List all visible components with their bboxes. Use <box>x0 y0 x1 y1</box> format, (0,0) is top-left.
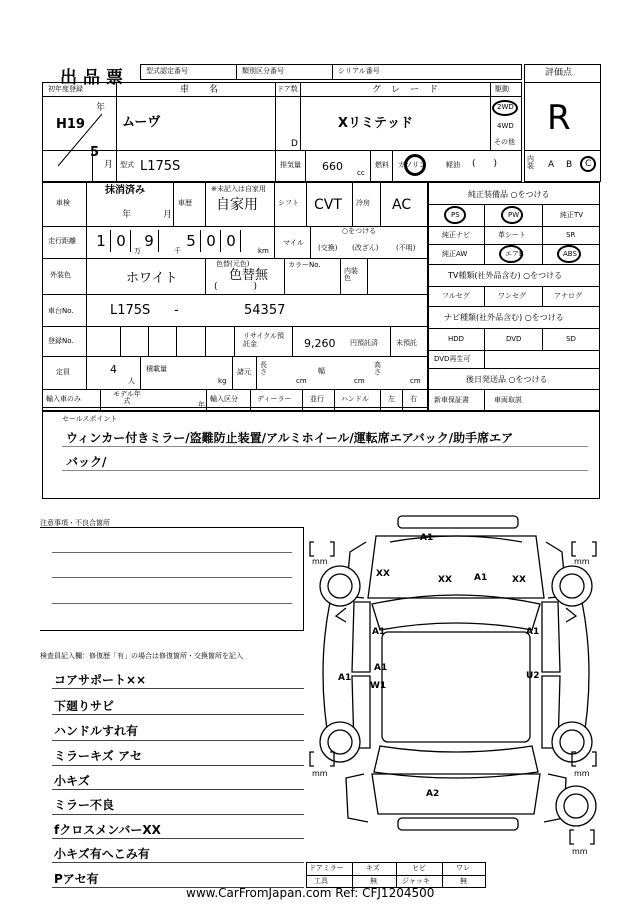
import-dealer: ディーラー <box>257 395 292 403</box>
header-field-box <box>140 64 522 80</box>
load-unit: kg <box>218 377 227 385</box>
displacement-unit: cc <box>357 169 365 177</box>
damage-left-side: A1 <box>338 673 352 683</box>
capacity-value: 4 <box>110 363 117 376</box>
car-name: ムーヴ <box>122 115 161 130</box>
inspection-table <box>42 182 428 408</box>
mm-label-fr: mm <box>574 557 590 566</box>
mileage-sen-unit: 千 <box>174 247 181 255</box>
grade-value: Xリミテッド <box>338 116 414 131</box>
handle-left: 左 <box>388 395 395 403</box>
legend-break: ワレ <box>456 864 470 872</box>
reg-no-label: 登録No. <box>48 337 74 345</box>
chassis-label: 車台No. <box>48 307 74 315</box>
mileage-man-unit: 万 <box>134 247 141 255</box>
chassis-prefix: L175S <box>110 303 151 318</box>
damage-left-front: XX <box>376 569 390 579</box>
score-label: 評価点 <box>545 68 573 78</box>
first-reg-month-unit: 月 <box>104 160 114 170</box>
dims-unit-1: cm <box>296 377 307 385</box>
navi-sd: SD <box>566 335 576 343</box>
navi-hdd: HDD <box>448 335 465 343</box>
mileage-opt-unknown: (不明) <box>396 244 416 252</box>
dims-unit-2: cm <box>354 377 365 385</box>
equip-tv: 純正TV <box>560 211 584 219</box>
mm-label-rr: mm <box>574 769 590 778</box>
interior-grade-b: B <box>566 160 573 170</box>
note-item-5: 小キズ <box>54 774 90 788</box>
fuel-gasoline-circle <box>404 154 426 176</box>
first-reg-month: 5 <box>90 145 100 160</box>
fuel-label: 燃料 <box>375 161 389 169</box>
usage-value: 自家用 <box>216 197 258 213</box>
dims-length: 長さ <box>260 361 267 376</box>
color-value: ホワイト <box>126 271 178 286</box>
note-item-1: コアサポート×× <box>54 673 147 687</box>
fuel-gasoline: ガソリン <box>398 161 426 169</box>
legend-jack: ジャッキ <box>402 877 430 885</box>
usage-note: ※未記入は自家用 <box>211 185 266 193</box>
model-value: L175S <box>140 159 181 174</box>
ac-label: 冷房 <box>356 199 370 207</box>
damage-hood: XX <box>438 575 452 585</box>
color-change-value: 色替無 <box>229 268 269 283</box>
note-item-9: Pアセ有 <box>54 872 99 886</box>
equip-aw: 純正AW <box>442 250 468 258</box>
equipment-title: 純正装備品 ○をつける <box>468 190 550 199</box>
chassis-number: 54357 <box>244 303 286 318</box>
inspector-label: 検査員記入欄：修復歴「有」の場合は修復箇所・交換箇所を記入 <box>40 652 243 660</box>
legend-tools-value: 無 <box>370 877 377 885</box>
equip-abs: ABS <box>563 250 577 258</box>
import-parallel: 並行 <box>310 395 324 403</box>
interior-label: 内装 <box>527 155 534 170</box>
color-change-paren: ( ) <box>214 282 258 292</box>
equip-ps-circle <box>444 206 466 224</box>
mileage-digit: 0 <box>222 230 241 252</box>
mm-label-rl: mm <box>312 769 328 778</box>
dims-height: 高さ <box>374 361 381 376</box>
color-no-label: カラーNo. <box>288 261 321 269</box>
shift-value: CVT <box>314 197 342 213</box>
recycle-label: リサイクル預託金 <box>243 332 285 349</box>
mileage-digit: 5 <box>182 230 201 252</box>
model-year-unit: 年 <box>198 401 205 409</box>
ac-value: AC <box>392 197 412 213</box>
dvd-playback: DVD再生可 <box>434 355 471 363</box>
tv-title: TV種類(社外品含む) ○をつける <box>448 271 563 280</box>
interior-grade-a: A <box>548 160 555 170</box>
interior-grade-c: C <box>585 159 592 169</box>
displacement-label: 排気量 <box>280 161 301 169</box>
equip-navi: 純正ナビ <box>442 231 470 239</box>
first-reg-label: 初年度登録 <box>48 85 83 93</box>
damage-right-front-door: A1 <box>526 627 540 637</box>
caution-label: 注意事項・不良合箇所 <box>40 519 110 527</box>
score-value: R <box>547 98 571 138</box>
equip-sr: SR <box>566 231 576 239</box>
dims-unit-3: cm <box>410 377 421 385</box>
note-item-2: 下廻りサビ <box>54 699 115 713</box>
handle-label: ハンドル <box>341 395 369 403</box>
legend-mirror: ドアミラー <box>309 864 344 872</box>
dims-label: 諸元 <box>237 368 251 376</box>
mileage-digit: 0 <box>202 230 221 252</box>
mileage-type-label: マイル <box>283 239 304 247</box>
chassis-dash: - <box>174 303 179 318</box>
mileage-digit: 9 <box>140 230 159 252</box>
shaken-month-unit: 月 <box>163 210 173 220</box>
import-label: 輸入車のみ <box>46 395 81 403</box>
damage-rear: A2 <box>426 789 440 799</box>
damage-left-step: W1 <box>370 681 387 691</box>
shaken-year-unit: 年 <box>122 210 132 220</box>
selling-points-label: セールスポイント <box>62 415 118 423</box>
mileage-digit: 1 <box>92 230 111 252</box>
note-item-8: 小キズ有へこみ有 <box>54 847 150 861</box>
note-item-7: fクロスメンバーXX <box>54 823 161 837</box>
first-reg-slash <box>54 110 110 170</box>
drive-label: 駆動 <box>495 85 509 93</box>
equip-pw-circle <box>501 206 523 224</box>
interior-color-label: 内装色 <box>344 267 358 282</box>
mileage-km-unit: km <box>258 247 269 255</box>
damage-left-front-door: A1 <box>372 627 386 637</box>
color-label: 外装色 <box>50 271 71 279</box>
note-item-4: ミラーキズ アセ <box>54 749 142 763</box>
equip-abs-circle <box>557 245 581 263</box>
watermark: www.CarFromJapan.com Ref: CFJ1204500 <box>186 886 435 900</box>
note-item-6: ミラー不良 <box>54 798 115 812</box>
header-field-1: 型式認定番号 <box>146 67 188 75</box>
header-field-2: 類別区分番号 <box>242 67 284 75</box>
recycle-unit: 円預託済 <box>350 339 378 347</box>
tv-analog: アナログ <box>554 292 582 300</box>
mileage-label: 走行距離 <box>48 237 76 245</box>
legend-scratch: キズ <box>366 864 380 872</box>
equip-pw: PW <box>508 211 520 219</box>
capacity-unit: 人 <box>128 377 135 385</box>
legend-crack: ヒビ <box>412 864 426 872</box>
usage-label: 車歴 <box>178 199 192 207</box>
car-damage-diagram <box>306 512 606 884</box>
shift-label: シフト <box>278 199 299 207</box>
selling-points-line1: ウィンカー付きミラー/盗難防止装置/アルミホイール/運転席エアバック/助手席エア <box>66 431 514 445</box>
fuel-diesel: 軽油 <box>446 161 460 169</box>
recycle-not: 未預託 <box>396 339 417 347</box>
first-reg-year-unit: 年 <box>96 103 106 113</box>
equip-ps: PS <box>451 211 460 219</box>
docs-manual: 車両取説 <box>494 396 522 404</box>
damage-right-rear-door: U2 <box>526 671 540 681</box>
import-type-label: 輸入区分 <box>210 395 238 403</box>
damage-right-front: XX <box>512 575 526 585</box>
drive-4wd: 4WD <box>497 122 514 130</box>
capacity-label: 定員 <box>56 368 70 376</box>
doors-label: ドア数 <box>277 85 298 93</box>
mileage-opt-tampered: (改ざん) <box>352 244 379 252</box>
drive-other: その他 <box>494 138 515 146</box>
selling-points-box <box>42 411 600 499</box>
docs-warranty: 新車保証書 <box>434 396 469 404</box>
shaken-value: 抹消済み <box>105 185 145 196</box>
car-name-label: 車名 <box>180 85 239 95</box>
load-label: 積載量 <box>146 365 167 373</box>
damage-left-rear-door: A1 <box>374 663 388 673</box>
handle-right: 右 <box>410 395 417 403</box>
shaken-label: 車検 <box>56 199 70 207</box>
displacement-value: 660 <box>322 160 343 173</box>
mm-label-spare: mm <box>572 847 588 856</box>
model-year-label: モデル年式 <box>113 390 141 405</box>
doors-value: D <box>291 139 298 149</box>
damage-front-bumper: A1 <box>420 533 434 543</box>
legend-jack-value: 無 <box>460 877 467 885</box>
equip-airbag-circle <box>499 245 523 263</box>
mileage-opt-exchange: (交換) <box>318 244 338 252</box>
drive-2wd: 2WD <box>497 103 514 111</box>
docs-title: 後日発送品 ○をつける <box>466 375 548 384</box>
tv-fullseg: フルセグ <box>442 292 470 300</box>
tv-oneseg: ワンセグ <box>498 292 526 300</box>
equip-leather: 革シート <box>498 231 526 239</box>
form-title: 出品票 <box>60 68 129 88</box>
mileage-circle-note: ○をつける <box>342 227 377 235</box>
legend-tools: 工具 <box>314 877 328 885</box>
mileage-digit: 0 <box>112 230 131 252</box>
grade-label: グレード <box>372 85 449 95</box>
mm-label-fl: mm <box>312 557 328 566</box>
navi-title: ナビ種類(社外品含む) ○をつける <box>444 313 564 322</box>
first-reg-era: H19 <box>56 117 85 132</box>
equip-airbag: エアB <box>505 250 524 258</box>
damage-hood-right: A1 <box>474 573 488 583</box>
note-item-3: ハンドルすれ有 <box>54 724 139 738</box>
navi-dvd: DVD <box>506 335 522 343</box>
color-change-label: 色替(元色) <box>216 260 250 268</box>
dims-width: 幅 <box>318 367 325 375</box>
model-label: 型式 <box>120 161 134 169</box>
selling-points-line2: バック/ <box>66 455 107 469</box>
fuel-paren: ( ) <box>472 159 498 169</box>
caution-box <box>40 527 304 631</box>
recycle-value: 9,260 <box>304 337 336 350</box>
header-field-3: シリアル番号 <box>338 67 380 75</box>
